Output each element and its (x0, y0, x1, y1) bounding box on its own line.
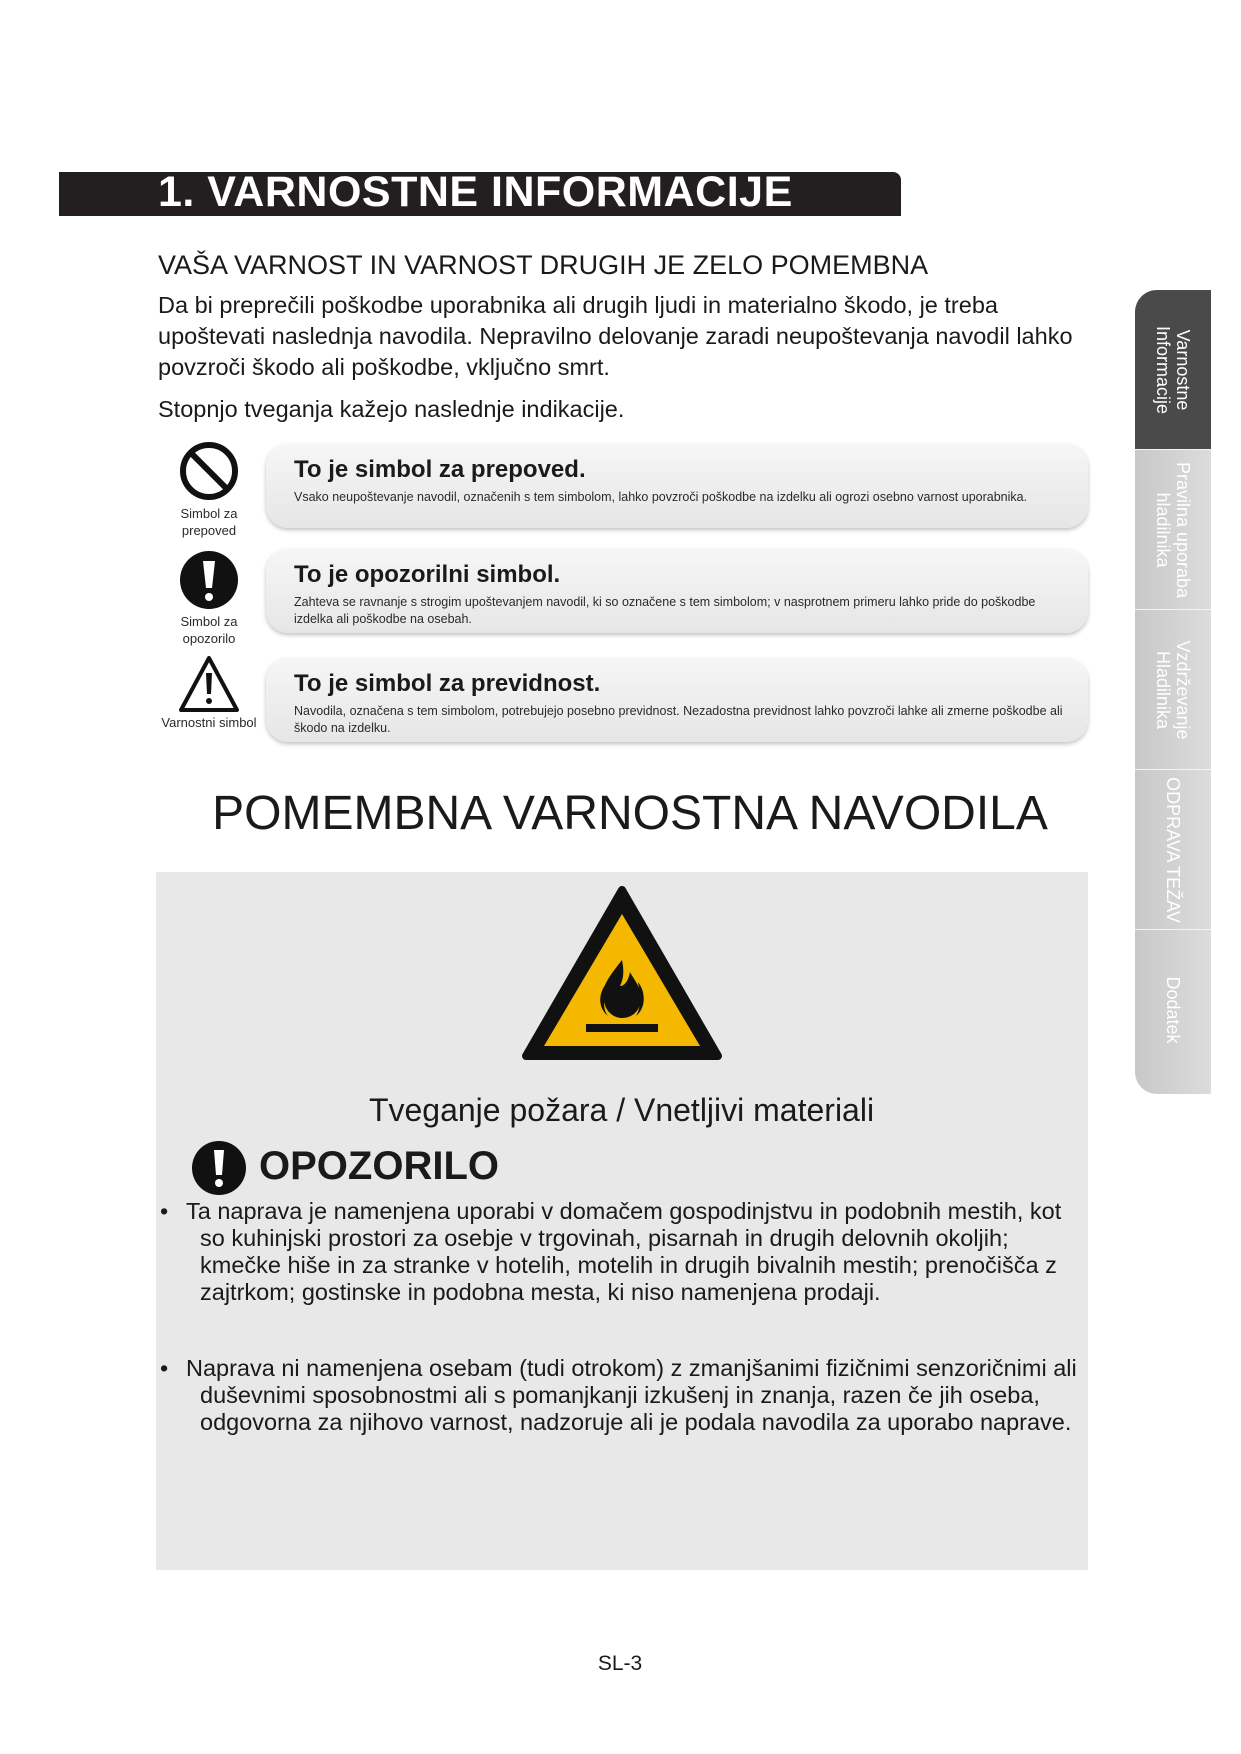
side-tab-label: Dodatek (1163, 976, 1183, 1044)
side-tab-troubleshooting[interactable] (1135, 770, 1211, 930)
caution-caption: Varnostni simbol (161, 715, 257, 730)
warning-title: OPOZORILO (259, 1144, 499, 1188)
warning-symbol-title: To je opozorilni simbol. (294, 561, 561, 588)
caution-symbol-box (266, 658, 1088, 742)
caution-triangle-icon (178, 654, 240, 716)
safety-bullet-item (160, 1198, 1080, 1306)
bullet-text: Ta naprava je namenjena uporabi v domačem gospodinjstvu in podobnih mestih, kot so kuhinjski prostori za osebje v trgovinah, pisarnah in drugih delovnih okoljih; kmečke hiše in za stranke v hotelih, motelih in drugih bivalnih mestih; prenočišča z zajtrkom; gostinske in podobna mesta, ki niso namenjena prodaji. (186, 1198, 1062, 1305)
warning-caption: Simbol za opozorilo (180, 614, 238, 646)
prohibition-icon (178, 440, 240, 502)
prohibition-description: Vsako neupoštevanje navodil, označenih s tem simbolom, lahko povzroči poškodbe na izdelku ali ogrozi osebno varnost uporabnika. (294, 490, 1028, 504)
safety-bullet-item (160, 1355, 1080, 1436)
intro-paragraph: Da bi preprečili poškodbe uporabnika ali drugih ljudi in materialno škodo, je treba upoštevati naslednja navodila. Nepravilno delovanje zaradi neupoštevanja navodil lahko povzroči škodo ali poškodbe, vključno smrt. (158, 292, 1073, 380)
prohibition-title: To je simbol za prepoved. (294, 456, 586, 483)
side-tab-strip (1135, 290, 1211, 1094)
caution-title: To je simbol za previdnost. (294, 670, 601, 697)
side-tab-safety-information[interactable] (1135, 290, 1211, 450)
bullet-dot: • (160, 1355, 169, 1381)
prohibition-caption: Simbol za prepoved (180, 506, 238, 538)
warning-exclamation-icon (191, 1140, 247, 1196)
prohibition-symbol-box (266, 444, 1088, 528)
intro-heading: VAŠA VARNOST IN VARNOST DRUGIH JE ZELO POMEMBNA (158, 250, 929, 280)
side-tab-label: Pravilna uporaba hladilnika (1153, 461, 1193, 598)
warning-symbol-description: Zahteva se ravnanje s strogim upoštevanjem navodil, ki so označene s tem simbolom; v nasprotnem primeru lahko pride do poškodbe izdelka ali poškodbe na osebah. (294, 595, 1036, 626)
intro-indications: Stopnjo tveganja kažejo naslednje indikacije. (158, 396, 625, 422)
side-tab-label: Varnostne Informacije (1153, 325, 1193, 414)
important-heading: POMEMBNA VARNOSTNA NAVODILA (212, 787, 1048, 840)
section-title: 1. VARNOSTNE INFORMACIJE (158, 168, 793, 216)
bullet-text: Naprava ni namenjena osebam (tudi otrokom) z zmanjšanimi fizičnimi senzoričnimi ali duševnimi sposobnostmi ali s pomanjkanji izkušenj in znanja, razen če jih oseba, odgovorna za njihovo varnost, nadzoruje ali je podala navodila za uporabo naprave. (186, 1355, 1077, 1435)
side-tab-proper-use[interactable] (1135, 450, 1211, 610)
side-tab-label: ODPRAVA TEŽAV (1163, 776, 1183, 923)
bullet-dot: • (160, 1198, 169, 1224)
side-tab-label: Vzdrževanje Hladilnika (1153, 639, 1193, 740)
side-tab-maintenance[interactable] (1135, 610, 1211, 770)
page-number: SL-3 (597, 1652, 643, 1675)
fire-risk-label: Tveganje požara / Vnetljivi materiali (368, 1092, 875, 1128)
warning-exclamation-icon (178, 549, 240, 611)
side-tab-appendix[interactable] (1135, 930, 1211, 1090)
warning-symbol-box (266, 549, 1088, 633)
caution-description: Navodila, označena s tem simbolom, potrebujejo posebno previdnost. Nezadostna previdnost lahko povzroči lahke ali zmerne poškodbe ali škodo na izdelku. (294, 704, 1063, 735)
flammable-warning-icon (520, 884, 724, 1064)
